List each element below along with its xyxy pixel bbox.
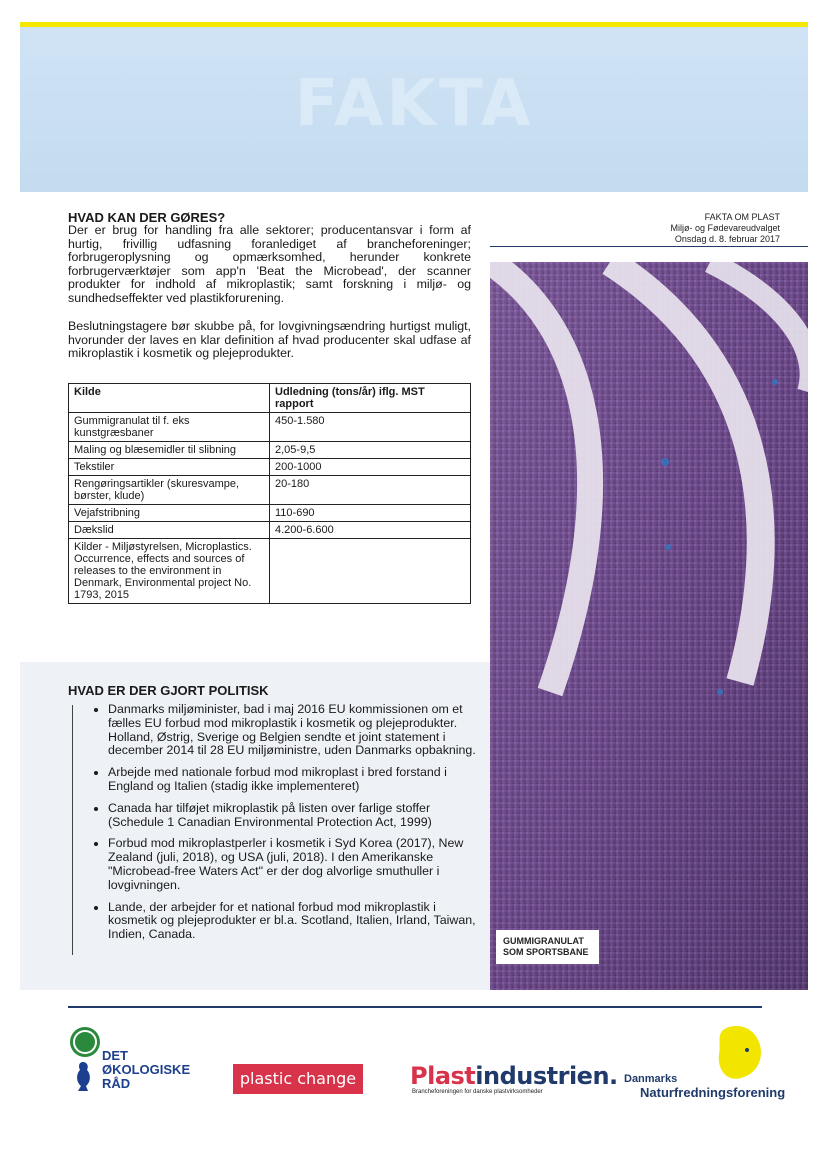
photo-caption: GUMMIGRANULAT SOM SPORTSBANE	[496, 930, 599, 964]
document-meta	[670, 212, 780, 245]
table-cell-value: 4.200-6.600	[270, 522, 471, 539]
eco-globe-icon	[70, 1027, 100, 1057]
dn-logo-line-2: Naturfredningsforening	[640, 1085, 786, 1100]
list-item: • Arbejde med nationale forbud mod mikroplast i bred forstand i England og Italien (stadig ikke implementeret)	[108, 766, 478, 794]
table-row	[69, 413, 471, 442]
section1-paragraph-1: Der er brug for handling fra alle sektorer; producentansvar i form af hurtig, frivillig udfasning foranlediget af brancheforeninger; forbrugeroplysning og opmærksomhed, herunder konkrete forbrugerværktøjer som app'n 'Beat the Microbead', der scanner produkter for indhold af mikroplastik; samt forskning i miljø- og sundhedseffekter ved plastikforurening.	[68, 223, 471, 305]
table-cell-source: Kilder - Miljøstyrelsen, Microplastics. Occurrence, effects and sources of releases to the environment in Denmark, Environmental project No. 1793, 2015	[69, 539, 270, 604]
running-track-photo	[490, 262, 808, 990]
track-illustration	[490, 262, 808, 990]
list-item: • Lande, der arbejder for et national forbud mod mikroplastik i kosmetik og plejeprodukter er bl.a. Scotland, Italien, Irland, Taiwan, Indien, Canada.	[108, 901, 478, 942]
dn-butterfly-icon	[713, 1024, 765, 1082]
plastic-change-logo: plastic change	[233, 1064, 363, 1094]
table-header-row	[69, 384, 471, 413]
table-cell-source: Gummigranulat til f. eks kunstgræsbaner	[69, 413, 270, 442]
section1-heading: HVAD KAN DER GØRES?	[68, 210, 226, 225]
meta-line-1: FAKTA OM PLAST	[704, 212, 780, 222]
table-row	[69, 476, 471, 505]
table-row	[69, 522, 471, 539]
eco-logo-line-1: DET	[102, 1048, 128, 1063]
table-cell-value: 200-1000	[270, 459, 471, 476]
section1-paragraph-2: Beslutningstagere bør skubbe på, for lovgivningsændring hurtigst muligt, hvorunder der laves en klar definition af hvad producenter skal udfase af mikroplastik i kosmetik og plejeprodukter.	[68, 319, 471, 361]
banner	[20, 27, 808, 192]
plastindustrien-tagline: Brancheforeningen for danske plastvirksomheder	[412, 1089, 543, 1095]
table-cell-source: Vejafstribning	[69, 505, 270, 522]
plastindustrien-logo-blue: industrien.	[475, 1062, 618, 1090]
table-row	[69, 459, 471, 476]
footer-divider	[68, 1006, 762, 1008]
eco-council-logo	[102, 1049, 190, 1091]
table-header-emission: Udledning (tons/år) iflg. MST rapport	[270, 384, 471, 413]
politics-list	[84, 703, 478, 950]
banner-title: FAKTA	[294, 67, 534, 141]
dn-logo-line-1: Danmarks	[624, 1073, 678, 1085]
table-cell-value: 2,05-9,5	[270, 442, 471, 459]
meta-line-3: Onsdag d. 8. februar 2017	[674, 234, 780, 244]
table-cell-source: Maling og blæsemidler til slibning	[69, 442, 270, 459]
table-header-source: Kilde	[69, 384, 270, 413]
table-cell-value: 110-690	[270, 505, 471, 522]
table-cell-value: 20-180	[270, 476, 471, 505]
section2-heading: HVAD ER DER GJORT POLITISK	[68, 683, 269, 698]
table-cell-source: Rengøringsartikler (skuresvampe, børster, klude)	[69, 476, 270, 505]
table-cell-source: Dækslid	[69, 522, 270, 539]
table-row	[69, 442, 471, 459]
plastindustrien-logo	[410, 1062, 618, 1090]
eco-logo-line-2: ØKOLOGISKE	[102, 1062, 191, 1077]
table-cell-source: Tekstiler	[69, 459, 270, 476]
list-item: • Danmarks miljøminister, bad i maj 2016 EU kommissionen om et fælles EU forbud mod mikroplastik i kosmetik og plejeprodukter. Holland, Østrig, Sverige og Belgien sendte et joint statement i december 2014 til 28 EU miljøministre, uden Danmarks opbakning.	[108, 703, 478, 758]
eco-bird-icon	[74, 1060, 92, 1092]
meta-divider	[490, 246, 808, 247]
table-cell-value	[270, 539, 471, 604]
list-item: • Canada har tilføjet mikroplastik på listen over farlige stoffer (Schedule 1 Canadian Environmental Protection Act, 1999)	[108, 802, 478, 830]
meta-line-2: Miljø- og Fødevareudvalget	[670, 223, 780, 233]
bullets-side-rule	[72, 705, 73, 955]
table-cell-value: 450-1.580	[270, 413, 471, 442]
table-row	[69, 505, 471, 522]
plastindustrien-logo-red: Plast	[410, 1062, 476, 1090]
list-item: • Forbud mod mikroplastperler i kosmetik i Syd Korea (2017), New Zealand (juli, 2018), og USA (juli, 2018). I den Amerikanske "Microbead-free Waters Act" er der dog alvorlige smuthuller i lovgivningen.	[108, 837, 478, 892]
eco-logo-line-3: RÅD	[102, 1076, 131, 1091]
emissions-table	[68, 383, 471, 604]
table-row	[69, 539, 471, 604]
